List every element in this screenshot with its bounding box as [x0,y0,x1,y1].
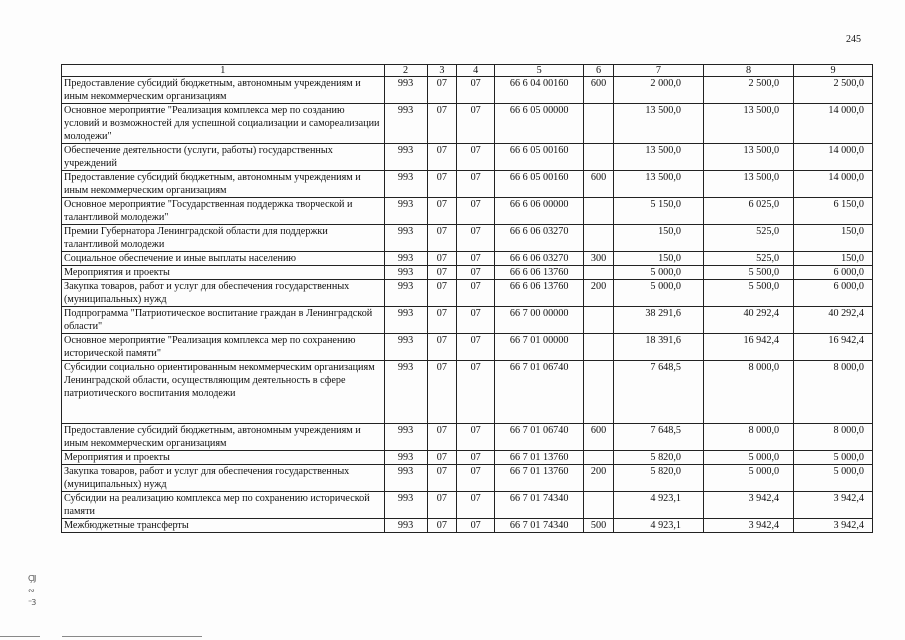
cell-amount-year2: 13 500,0 [703,104,793,144]
cell-section: 07 [427,225,457,252]
cell-expense-type: 500 [584,519,614,533]
row-name: Основное мероприятие "Реализация комплекса мер по созданию условий и возможностей для успешной социализации и самореализации молодежи" [62,104,385,144]
row-name: Предоставление субсидий бюджетным, автономным учреждениям и иным некоммерческим организациям [62,424,385,451]
cell-expense-type [584,492,614,519]
cell-target-article: 66 7 01 74340 [495,519,584,533]
cell-amount-year2: 3 942,4 [703,519,793,533]
cell-amount-year1: 18 391,6 [613,334,703,361]
cell-ministry-code: 993 [384,334,427,361]
cell-amount-year1: 5 820,0 [613,465,703,492]
row-name: Обеспечение деятельности (услуги, работы) государственных учреждений [62,144,385,171]
table-row [62,266,873,280]
cell-expense-type [584,361,614,424]
cell-section: 07 [427,424,457,451]
table-row [62,424,873,451]
row-name: Предоставление субсидий бюджетным, автономным учреждениям и иным некоммерческим организациям [62,171,385,198]
cell-section: 07 [427,77,457,104]
row-name: Подпрограмма "Патриотическое воспитание граждан в Ленинградской области" [62,307,385,334]
table-row [62,225,873,252]
cell-amount-year1: 4 923,1 [613,519,703,533]
page-number: 245 [846,34,861,45]
scan-bottom-edge [0,636,40,637]
cell-amount-year1: 13 500,0 [613,171,703,198]
row-name: Закупка товаров, работ и услуг для обеспечения государственных (муниципальных) нужд [62,280,385,307]
cell-amount-year2: 8 000,0 [703,361,793,424]
cell-expense-type [584,104,614,144]
row-name: Межбюджетные трансферты [62,519,385,533]
cell-expense-type: 600 [584,424,614,451]
table-row [62,334,873,361]
cell-expense-type: 600 [584,171,614,198]
cell-expense-type: 200 [584,465,614,492]
cell-amount-year3: 150,0 [794,225,873,252]
cell-ministry-code: 993 [384,144,427,171]
cell-subsection: 07 [457,334,495,361]
cell-target-article: 66 6 05 00000 [495,104,584,144]
cell-amount-year1: 13 500,0 [613,104,703,144]
cell-subsection: 07 [457,307,495,334]
cell-amount-year2: 6 025,0 [703,198,793,225]
column-header: 2 [384,65,427,77]
cell-target-article: 66 6 06 13760 [495,266,584,280]
table-row [62,198,873,225]
scan-bottom-edge [62,636,202,637]
row-name: Субсидии социально ориентированным некоммерческим организациям Ленинградской области, осуществляющим деятельность в сфере патриотического воспитания молодежи [62,361,385,424]
cell-ministry-code: 993 [384,266,427,280]
cell-ministry-code: 993 [384,361,427,424]
cell-amount-year2: 525,0 [703,225,793,252]
table-row [62,280,873,307]
row-name: Премии Губернатора Ленинградской области для поддержки талантливой молодежи [62,225,385,252]
cell-ministry-code: 993 [384,492,427,519]
cell-subsection: 07 [457,465,495,492]
cell-amount-year2: 5 000,0 [703,465,793,492]
table-row [62,144,873,171]
cell-section: 07 [427,519,457,533]
cell-target-article: 66 7 00 00000 [495,307,584,334]
column-header: 9 [794,65,873,77]
margin-scan-mark: ÇIJ [28,574,36,583]
cell-target-article: 66 7 01 06740 [495,361,584,424]
cell-amount-year2: 3 942,4 [703,492,793,519]
cell-ministry-code: 993 [384,519,427,533]
column-header: 4 [457,65,495,77]
cell-ministry-code: 993 [384,307,427,334]
cell-amount-year3: 14 000,0 [794,144,873,171]
cell-amount-year3: 3 942,4 [794,519,873,533]
cell-ministry-code: 993 [384,198,427,225]
cell-amount-year3: 150,0 [794,252,873,266]
cell-expense-type [584,451,614,465]
cell-amount-year3: 14 000,0 [794,171,873,198]
cell-target-article: 66 6 06 03270 [495,252,584,266]
table-row [62,77,873,104]
cell-amount-year2: 40 292,4 [703,307,793,334]
cell-amount-year1: 7 648,5 [613,361,703,424]
cell-amount-year2: 5 500,0 [703,280,793,307]
cell-ministry-code: 993 [384,252,427,266]
cell-ministry-code: 993 [384,104,427,144]
row-name: Социальное обеспечение и иные выплаты населению [62,252,385,266]
row-name: Предоставление субсидий бюджетным, автономным учреждениям и иным некоммерческим организациям [62,77,385,104]
table-row [62,465,873,492]
cell-amount-year1: 4 923,1 [613,492,703,519]
cell-ministry-code: 993 [384,424,427,451]
cell-amount-year1: 38 291,6 [613,307,703,334]
header-row [62,65,873,77]
row-name: Закупка товаров, работ и услуг для обеспечения государственных (муниципальных) нужд [62,465,385,492]
table-row [62,104,873,144]
cell-subsection: 07 [457,424,495,451]
cell-target-article: 66 6 05 00160 [495,144,584,171]
cell-amount-year3: 5 000,0 [794,465,873,492]
cell-section: 07 [427,104,457,144]
cell-subsection: 07 [457,225,495,252]
column-header: 3 [427,65,457,77]
cell-section: 07 [427,171,457,198]
margin-scan-mark: ⁼3 [28,598,36,607]
table-row [62,492,873,519]
cell-target-article: 66 7 01 74340 [495,492,584,519]
cell-section: 07 [427,252,457,266]
cell-amount-year3: 6 000,0 [794,280,873,307]
cell-subsection: 07 [457,280,495,307]
cell-amount-year2: 13 500,0 [703,144,793,171]
margin-scan-mark: ∾ [28,586,34,595]
cell-subsection: 07 [457,144,495,171]
table-row [62,519,873,533]
cell-amount-year1: 2 000,0 [613,77,703,104]
cell-amount-year1: 5 000,0 [613,280,703,307]
cell-amount-year2: 5 000,0 [703,451,793,465]
row-name: Основное мероприятие "Государственная поддержка творческой и талантливой молодежи" [62,198,385,225]
cell-subsection: 07 [457,198,495,225]
table-row [62,171,873,198]
cell-expense-type: 600 [584,77,614,104]
cell-ministry-code: 993 [384,171,427,198]
cell-ministry-code: 993 [384,280,427,307]
cell-section: 07 [427,198,457,225]
cell-subsection: 07 [457,171,495,198]
cell-target-article: 66 6 05 00160 [495,171,584,198]
cell-target-article: 66 7 01 13760 [495,451,584,465]
cell-amount-year2: 525,0 [703,252,793,266]
column-header: 6 [584,65,614,77]
cell-amount-year3: 2 500,0 [794,77,873,104]
column-header: 5 [495,65,584,77]
table-row [62,451,873,465]
cell-target-article: 66 6 04 00160 [495,77,584,104]
cell-ministry-code: 993 [384,77,427,104]
cell-amount-year3: 8 000,0 [794,361,873,424]
cell-amount-year3: 14 000,0 [794,104,873,144]
cell-amount-year1: 150,0 [613,252,703,266]
cell-subsection: 07 [457,266,495,280]
row-name: Основное мероприятие "Реализация комплекса мер по сохранению исторической памяти" [62,334,385,361]
cell-amount-year3: 3 942,4 [794,492,873,519]
cell-target-article: 66 6 06 03270 [495,225,584,252]
cell-ministry-code: 993 [384,451,427,465]
table-row [62,252,873,266]
column-header: 7 [613,65,703,77]
cell-section: 07 [427,465,457,492]
cell-amount-year1: 150,0 [613,225,703,252]
cell-expense-type: 300 [584,252,614,266]
cell-amount-year2: 8 000,0 [703,424,793,451]
budget-table [61,64,873,533]
cell-section: 07 [427,307,457,334]
cell-subsection: 07 [457,252,495,266]
cell-target-article: 66 6 06 00000 [495,198,584,225]
cell-expense-type [584,307,614,334]
cell-amount-year2: 5 500,0 [703,266,793,280]
cell-amount-year2: 13 500,0 [703,171,793,198]
cell-expense-type [584,198,614,225]
cell-target-article: 66 7 01 06740 [495,424,584,451]
cell-target-article: 66 7 01 00000 [495,334,584,361]
cell-amount-year2: 2 500,0 [703,77,793,104]
cell-amount-year2: 16 942,4 [703,334,793,361]
column-header: 8 [703,65,793,77]
cell-expense-type [584,144,614,171]
cell-section: 07 [427,451,457,465]
cell-target-article: 66 6 06 13760 [495,280,584,307]
cell-subsection: 07 [457,519,495,533]
cell-subsection: 07 [457,77,495,104]
cell-section: 07 [427,280,457,307]
cell-amount-year3: 40 292,4 [794,307,873,334]
cell-section: 07 [427,266,457,280]
column-header: 1 [62,65,385,77]
cell-expense-type [584,225,614,252]
cell-amount-year1: 5 000,0 [613,266,703,280]
cell-section: 07 [427,144,457,171]
cell-amount-year3: 6 000,0 [794,266,873,280]
cell-target-article: 66 7 01 13760 [495,465,584,492]
row-name: Субсидии на реализацию комплекса мер по сохранению исторической памяти [62,492,385,519]
cell-ministry-code: 993 [384,225,427,252]
table-row [62,307,873,334]
cell-amount-year1: 5 820,0 [613,451,703,465]
cell-amount-year3: 16 942,4 [794,334,873,361]
cell-amount-year3: 6 150,0 [794,198,873,225]
cell-amount-year1: 7 648,5 [613,424,703,451]
cell-amount-year1: 5 150,0 [613,198,703,225]
cell-subsection: 07 [457,361,495,424]
cell-ministry-code: 993 [384,465,427,492]
cell-amount-year1: 13 500,0 [613,144,703,171]
cell-amount-year3: 5 000,0 [794,451,873,465]
cell-subsection: 07 [457,492,495,519]
cell-subsection: 07 [457,451,495,465]
table-row [62,361,873,424]
cell-section: 07 [427,361,457,424]
cell-expense-type [584,266,614,280]
cell-amount-year3: 8 000,0 [794,424,873,451]
cell-section: 07 [427,492,457,519]
cell-subsection: 07 [457,104,495,144]
cell-expense-type [584,334,614,361]
row-name: Мероприятия и проекты [62,266,385,280]
cell-expense-type: 200 [584,280,614,307]
cell-section: 07 [427,334,457,361]
row-name: Мероприятия и проекты [62,451,385,465]
